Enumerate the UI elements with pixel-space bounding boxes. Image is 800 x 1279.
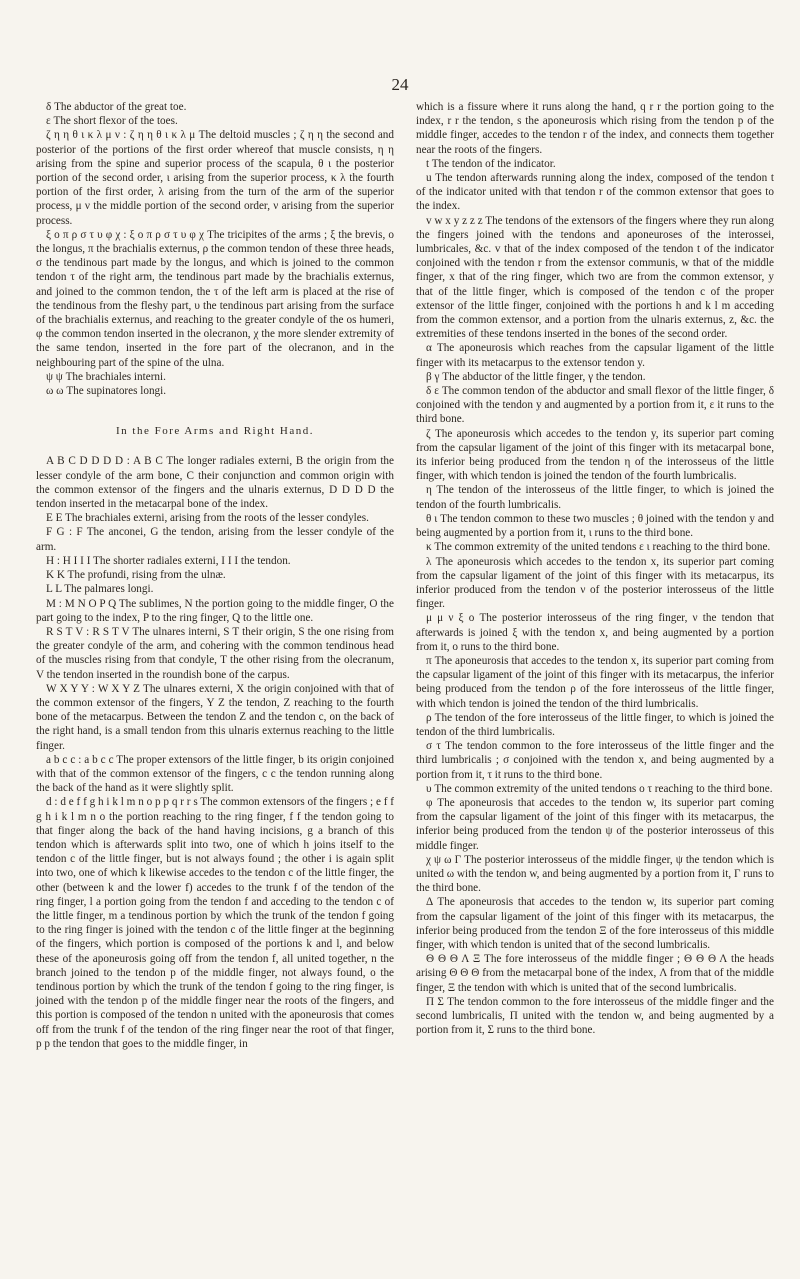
paragraph: η The tendon of the interosseus of the little finger, to which is joined the tendon of the fourth lumbricalis. <box>416 484 774 511</box>
paragraph: α The aponeurosis which reaches from the capsular ligament of the little finger with its metacarpus to the extensor tendon y. <box>416 342 774 369</box>
paragraph: d : d e f f g h i k l m n o p p q r r s The common extensors of the fingers ; e f f g h i k l m n o the portion reaching to the ring finger, f f the tendon going to that finger along the back of the hand having incisions, g a branch of this tendon which is afterwards split into two, one of which h joins itself to the tendon c of the little finger, but is not always found ; the other i is again split into two, one of which k likewise accedes to the tendon c of the little finger, the other (between k and the lower f) accedes to the trunk f of the tendon of the ring finger, l a portion going from the tendon f and acceding to the tendon c of the little finger, m a tendinous portion by which the trunk of the tendon f going to the ring finger is joined with the tendon c of the little finger at the beginning of the fingers, which portion is composed of the portions k and l, and below these of the aponeurosis going off from the tendon f, all united together, n the branch joined to the tendon p of the middle finger, not always found, o the tendinous portion by which the trunk of the tendon f going to the ring finger, is joined with the tendon p of the middle finger near the roots of the fingers, and this portion is composed of the tendon n united with the aponeurosis that comes off from the trunk f of the tendon of the ring finger near the root of that finger, p p the tendon that goes to the middle finger, in <box>36 796 394 1050</box>
paragraph: υ The common extremity of the united tendons ο τ reaching to the third bone. <box>426 782 773 795</box>
paragraph: κ The common extremity of the united tendons ε ι reaching to the third bone. <box>426 541 771 554</box>
paragraph: χ ψ ω Γ The posterior interosseus of the middle finger, ψ the tendon which is united ω with the tendon w, and being augmented by a portion from it, Γ runs to the third bone. <box>416 853 774 895</box>
paragraph: θ ι The tendon common to these two muscles ; θ joined with the tendon y and being augmented by a portion from it, ι runs to the third bone. <box>416 512 774 540</box>
paragraph: which is a fissure where it runs along the hand, q r r the portion going to the index, r r the tendon, s the aponeurosis which rising from the tendon p of the middle finger, accedes to the tendon r of the index, and connects them together near the roots of the fingers. <box>416 101 774 156</box>
paragraph: μ μ ν ξ ο The posterior interosseus of the ring finger, ν the tendon that afterwards is joined ξ with the tendon x, and being augmented by a portion from it, ο runs to the third bone. <box>416 612 774 653</box>
paragraph: δ The abductor of the great toe. <box>46 101 187 113</box>
paragraph: t The tendon of the indicator. <box>426 157 556 170</box>
paragraph: ψ ψ The brachiales interni. <box>46 370 166 383</box>
paragraph: u The tendon afterwards running along the index, composed of the tendon t of the indicator united with that tendon r of the common extensor that goes to the index. <box>416 172 774 213</box>
paragraph: ξ ο π ρ σ τ υ φ χ : ξ ο π ρ σ τ υ φ χ The tricipites of the arms ; ξ the brevis, ο the longus, π the brachialis externus, ρ the common tendon of these three heads, σ the tendinous part made by the longus, and which is joined to the common tendon τ of the right arm, the tendinous part made by the brachialis externus, and joined to the common tendon, the τ of the left arm is placed at the rise of the tendinous from the fleshy part, υ the tendinous part arising from the surface of the brachialis externus, and reaching to the greater condyle of the os humeri, φ the common tendon inserted in the olecranon, χ the more slender extremity of the same tendon, inserted in the fore part of the olecranon, and in the neighbouring part of the spine of the ulna. <box>36 228 394 369</box>
paragraph: E E The brachiales externi, arising from the roots of the lesser condyles. <box>46 512 369 525</box>
paragraph: ζ The aponeurosis which accedes to the tendon y, its superior part coming from the capsular ligament of the joint of this finger with its metacarpal bone, its inferior being produced from the tendon η of the interosseus of the little finger, with which tendon is joined the tendon of the fourth lumbricalis. <box>416 427 774 483</box>
paragraph: v w x y z z z The tendons of the extensors of the fingers where they run along the fingers joined with the tendons and aponeuroses of the interossei, lumbricales, &c. v that of the index composed of the tendon t of the indicator conjoined with the tendon r from the extensor communis, w that of the middle finger, x that of the ring finger, which two are from the common extensor, y that of the little finger, which is composed of the tendon c of the proper extensor of the little finger, conjoined with the portions h and k l m acceding from the common extensor, and a portion from the ulnaris externus, z, &c. the extremities of these tendons inserted in the bones of the second order. <box>416 214 774 341</box>
paragraph: Π Σ The tendon common to the fore interosseus of the middle finger and the second lumbricalis, Π united with the tendon w, and being augmented by a portion from it, Σ runs to the third bone. <box>416 995 774 1037</box>
page-number: 24 <box>391 75 409 94</box>
paragraph: F G : F The anconei, G the tendon, arising from the lesser condyle of the arm. <box>36 526 394 553</box>
paragraph: λ The aponeurosis which accedes to the tendon x, its superior part coming from the capsular ligament of the joint of this finger with its metacarpus, its inferior produced from the tendon ν of the posterior interosseus of the little finger. <box>416 555 774 611</box>
paragraph: ε The short flexor of the toes. <box>46 115 178 128</box>
paragraph: ζ η η θ ι κ λ μ ν : ζ η η θ ι κ λ μ The deltoid muscles ; ζ η η the second and posterior of the portions of the first order whereof that muscle consists, η η arising from the spine and superior process of the scapula, θ ι the posterior portion of the second order, ι arising from the superior process, κ λ the fourth portion of the first order, λ arising from the turn of the arm of the superior process, μ ν the middle portion of the second order, ν arising from the superior process. <box>36 129 394 227</box>
paragraph: β γ The abductor of the little finger, γ the tendon. <box>426 370 646 383</box>
paragraph: ω ω The supinatores longi. <box>46 385 167 398</box>
paragraph: a b c c : a b c c The proper extensors of the little finger, b its origin conjoined with that of the common extensor of the fingers, c c the tendon running along the back of the hand as it were slightly split. <box>36 753 394 795</box>
paragraph: δ ε The common tendon of the abductor and small flexor of the little finger, δ conjoined with the tendon y and augmented by a portion from it, ε it runs to the third bone. <box>416 385 774 426</box>
paragraph: K K The profundi, rising from the ulnæ. <box>46 569 226 582</box>
paragraph: ρ The tendon of the fore interosseus of the little finger, to which is joined the tendon of the third lumbricalis. <box>416 711 774 738</box>
right-column <box>416 100 774 1051</box>
paragraph: Δ The aponeurosis that accedes to the tendon w, its superior part coming from the capsular ligament of the joint of this finger with its metacarpus, the inferior being produced from the tendon Ξ of the fore interosseus of this middle finger, with which tendon is united that of the second lumbricalis. <box>416 896 774 951</box>
paragraph: W X Y Y : W X Y Z The ulnares externi, X the origin conjoined with that of the common extensor of the fingers, Y Z the tendon, Z reaching to the fourth bone of the metacarpus. Between the tendon Z and the tendon c, on the back of the right hand, is a small tendon from this ulnaris externus reaching to the little finger. <box>36 682 394 752</box>
left-column <box>36 100 394 1051</box>
paragraph: Θ Θ Θ Λ Ξ The fore interosseus of the middle finger ; Θ Θ Θ Λ the heads arising Θ Θ Θ from the metacarpal bone of the index, Λ from that of the middle finger, Ξ the tendon with which is united that of the second lumbricalis. <box>416 953 774 994</box>
paragraph: H : H I I I The shorter radiales externi, I I I the tendon. <box>46 554 291 567</box>
paragraph: σ τ The tendon common to the fore interosseus of the little finger and the third lumbricalis ; σ conjoined with the tendon x, and being augmented by a portion from it, τ it runs to the third bone. <box>416 740 774 781</box>
paragraph: L L The palmares longi. <box>46 583 154 596</box>
paragraph: R S T V : R S T V The ulnares interni, S T their origin, S the one rising from the greater condyle of the arm, and cohering with the common tendinous head of the muscles rising from that condyle, T the other rising from the olecranum, V the tendon inserted in the roundish bone of the carpus. <box>36 625 394 681</box>
paragraph: A B C D D D D : A B C The longer radiales externi, B the origin from the lesser condyle of the arm bone, C their conjunction and common origin with the common extensor of the fingers and the ulnaris externus, D D D D the tendon inserted in the metacarpal bone of the index. <box>36 455 394 511</box>
section-heading: In the Fore Arms and Right Hand. <box>115 425 314 438</box>
paragraph: φ The aponeurosis that accedes to the tendon w, its superior part coming from the capsular ligament of the joint of this finger with its metacarpus, the inferior being produced from the tendon ψ of the posterior interosseus of this middle finger. <box>416 796 774 852</box>
paragraph: M : M N O P Q The sublimes, N the portion going to the middle finger, O the part going to the index, P to the ring finger, Q to the little one. <box>36 597 394 624</box>
paragraph: π The aponeurosis that accedes to the tendon x, its superior part coming from the capsular ligament of the joint of this finger with its metacarpus, the inferior being produced from the tendon ρ of the fore interosseus of the little finger, with which tendon is joined the tendon of the third lumbricalis. <box>416 654 774 710</box>
text-columns <box>36 100 774 1051</box>
